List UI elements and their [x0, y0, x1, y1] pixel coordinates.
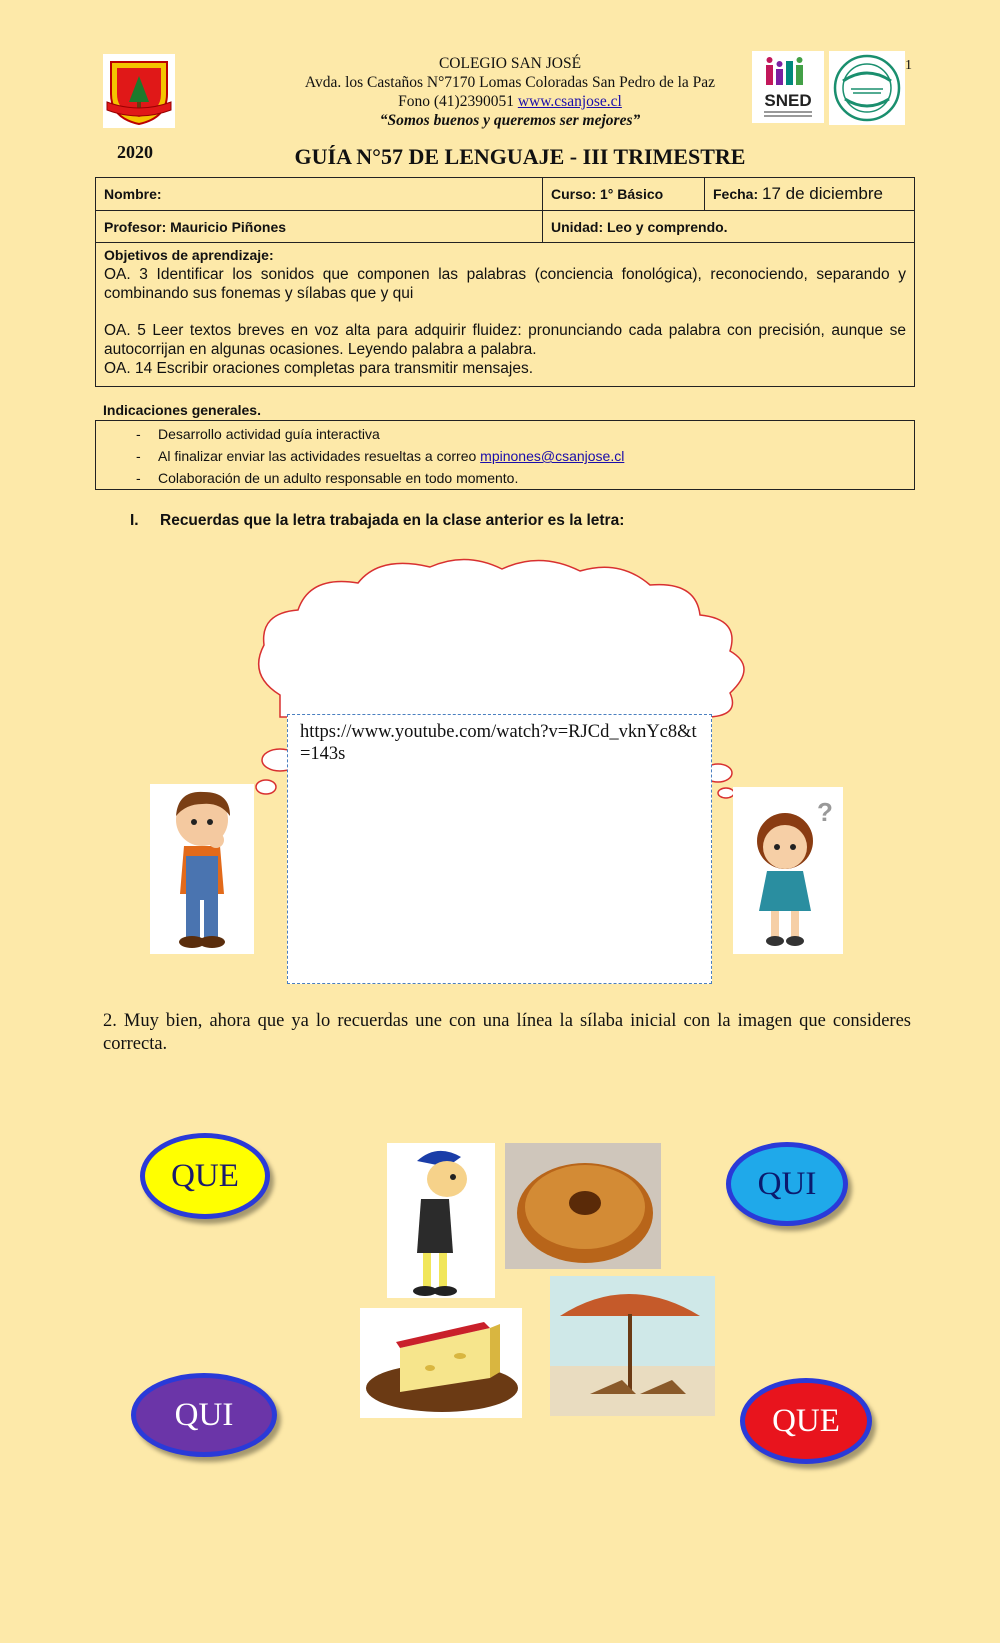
syllable-label: QUE	[171, 1157, 239, 1194]
year: 2020	[117, 142, 153, 162]
syllable-label: QUE	[772, 1402, 840, 1439]
unit-cell	[543, 211, 915, 243]
school-name: COLEGIO SAN JOSÉ	[438, 55, 582, 72]
section-1-text: Recuerdas que la letra trabajada en la clase anterior es la letra:	[160, 512, 625, 529]
page-number: 1	[905, 58, 912, 73]
school-address: Avda. los Castaños N°7170 Lomas Coloradas San Pedro de la Paz	[304, 74, 716, 91]
objective-oa14: OA. 14 Escribir oraciones completas para transmitir mensajes.	[104, 360, 533, 377]
teacher-value: Mauricio Piñones	[170, 218, 287, 235]
name-label: Nombre:	[104, 186, 162, 202]
school-motto: “Somos buenos y queremos ser mejores”	[379, 112, 641, 129]
indication-item: - Desarrollo actividad guía interactiva	[136, 426, 380, 442]
thinking-girl-image	[733, 787, 843, 954]
school-phone: Fono (41)2390051	[398, 93, 514, 110]
course-value: 1° Básico	[600, 186, 664, 202]
course-cell	[543, 178, 705, 211]
certification-seal	[829, 51, 905, 125]
indication-item: - Al finalizar enviar las actividades resueltas a correo mpinones@csanjose.cl	[136, 448, 625, 464]
student-info-table	[95, 177, 915, 387]
date-cell	[705, 178, 915, 211]
cheese-image[interactable]	[360, 1308, 522, 1418]
syllable-qui-blue[interactable]	[726, 1142, 848, 1226]
name-cell[interactable]	[96, 178, 543, 211]
guide-title: GUÍA N°57 DE LENGUAJE - III TRIMESTRE	[294, 144, 746, 169]
school-website-link[interactable]: www.csanjose.cl	[517, 93, 622, 110]
school-crest-logo	[103, 54, 175, 128]
thinking-boy-image	[150, 784, 254, 954]
queque-cake-image[interactable]	[505, 1143, 661, 1269]
syllable-label: QUI	[757, 1165, 817, 1202]
syllable-que-yellow[interactable]	[140, 1133, 270, 1219]
indications-box	[95, 420, 915, 490]
date-value: 17 de diciembre	[762, 184, 883, 203]
objective-oa3: OA. 3 Identificar los sonidos que componen las palabras (conciencia fonológica), reconociendo, separando y combinando sus fonemas y sílabas que y qui	[104, 266, 906, 302]
teacher-email-link[interactable]: mpinones@csanjose.cl	[480, 448, 625, 464]
section-1-number: I.	[130, 512, 139, 529]
objective-oa5: OA. 5 Leer textos breves en voz alta para adquirir fluidez: pronunciando cada palabra con precisión, aunque se autocorrijan en algunas ocasiones. Leyendo palabra a palabra.	[104, 322, 906, 358]
beach-umbrella-image[interactable]	[550, 1276, 715, 1416]
video-link-box[interactable]	[287, 714, 712, 984]
syllable-qui-purple[interactable]	[131, 1373, 277, 1457]
question-mark-icon: ?	[817, 797, 833, 827]
syllable-que-red[interactable]	[740, 1378, 872, 1464]
section-1-heading	[130, 512, 624, 530]
unit-label: Unidad:	[551, 218, 604, 235]
objectives-cell	[96, 243, 915, 387]
teacher-cell	[96, 211, 543, 243]
school-contact	[260, 92, 760, 111]
school-header	[260, 54, 760, 130]
unit-value: Leo y comprendo.	[607, 218, 728, 235]
video-url[interactable]: https://www.youtube.com/watch?v=RJCd_vknYc8&t=143s	[300, 722, 697, 764]
objectives-title: Objetivos de aprendizaje:	[104, 247, 274, 263]
teacher-label: Profesor:	[104, 218, 167, 235]
date-label: Fecha:	[713, 186, 759, 202]
indication-item: - Colaboración de un adulto responsable en todo momento.	[136, 470, 519, 486]
course-label: Curso:	[551, 186, 597, 202]
syllable-label: QUI	[174, 1396, 234, 1433]
indications-title: Indicaciones generales.	[103, 402, 261, 418]
cartoon-character-image[interactable]	[387, 1143, 495, 1298]
sned-label: SNED	[764, 91, 812, 110]
sned-logo	[752, 51, 824, 123]
section-2-instruction: 2. Muy bien, ahora que ya lo recuerdas une con una línea la sílaba inicial con la imagen que consideres correcta.	[103, 1011, 911, 1054]
